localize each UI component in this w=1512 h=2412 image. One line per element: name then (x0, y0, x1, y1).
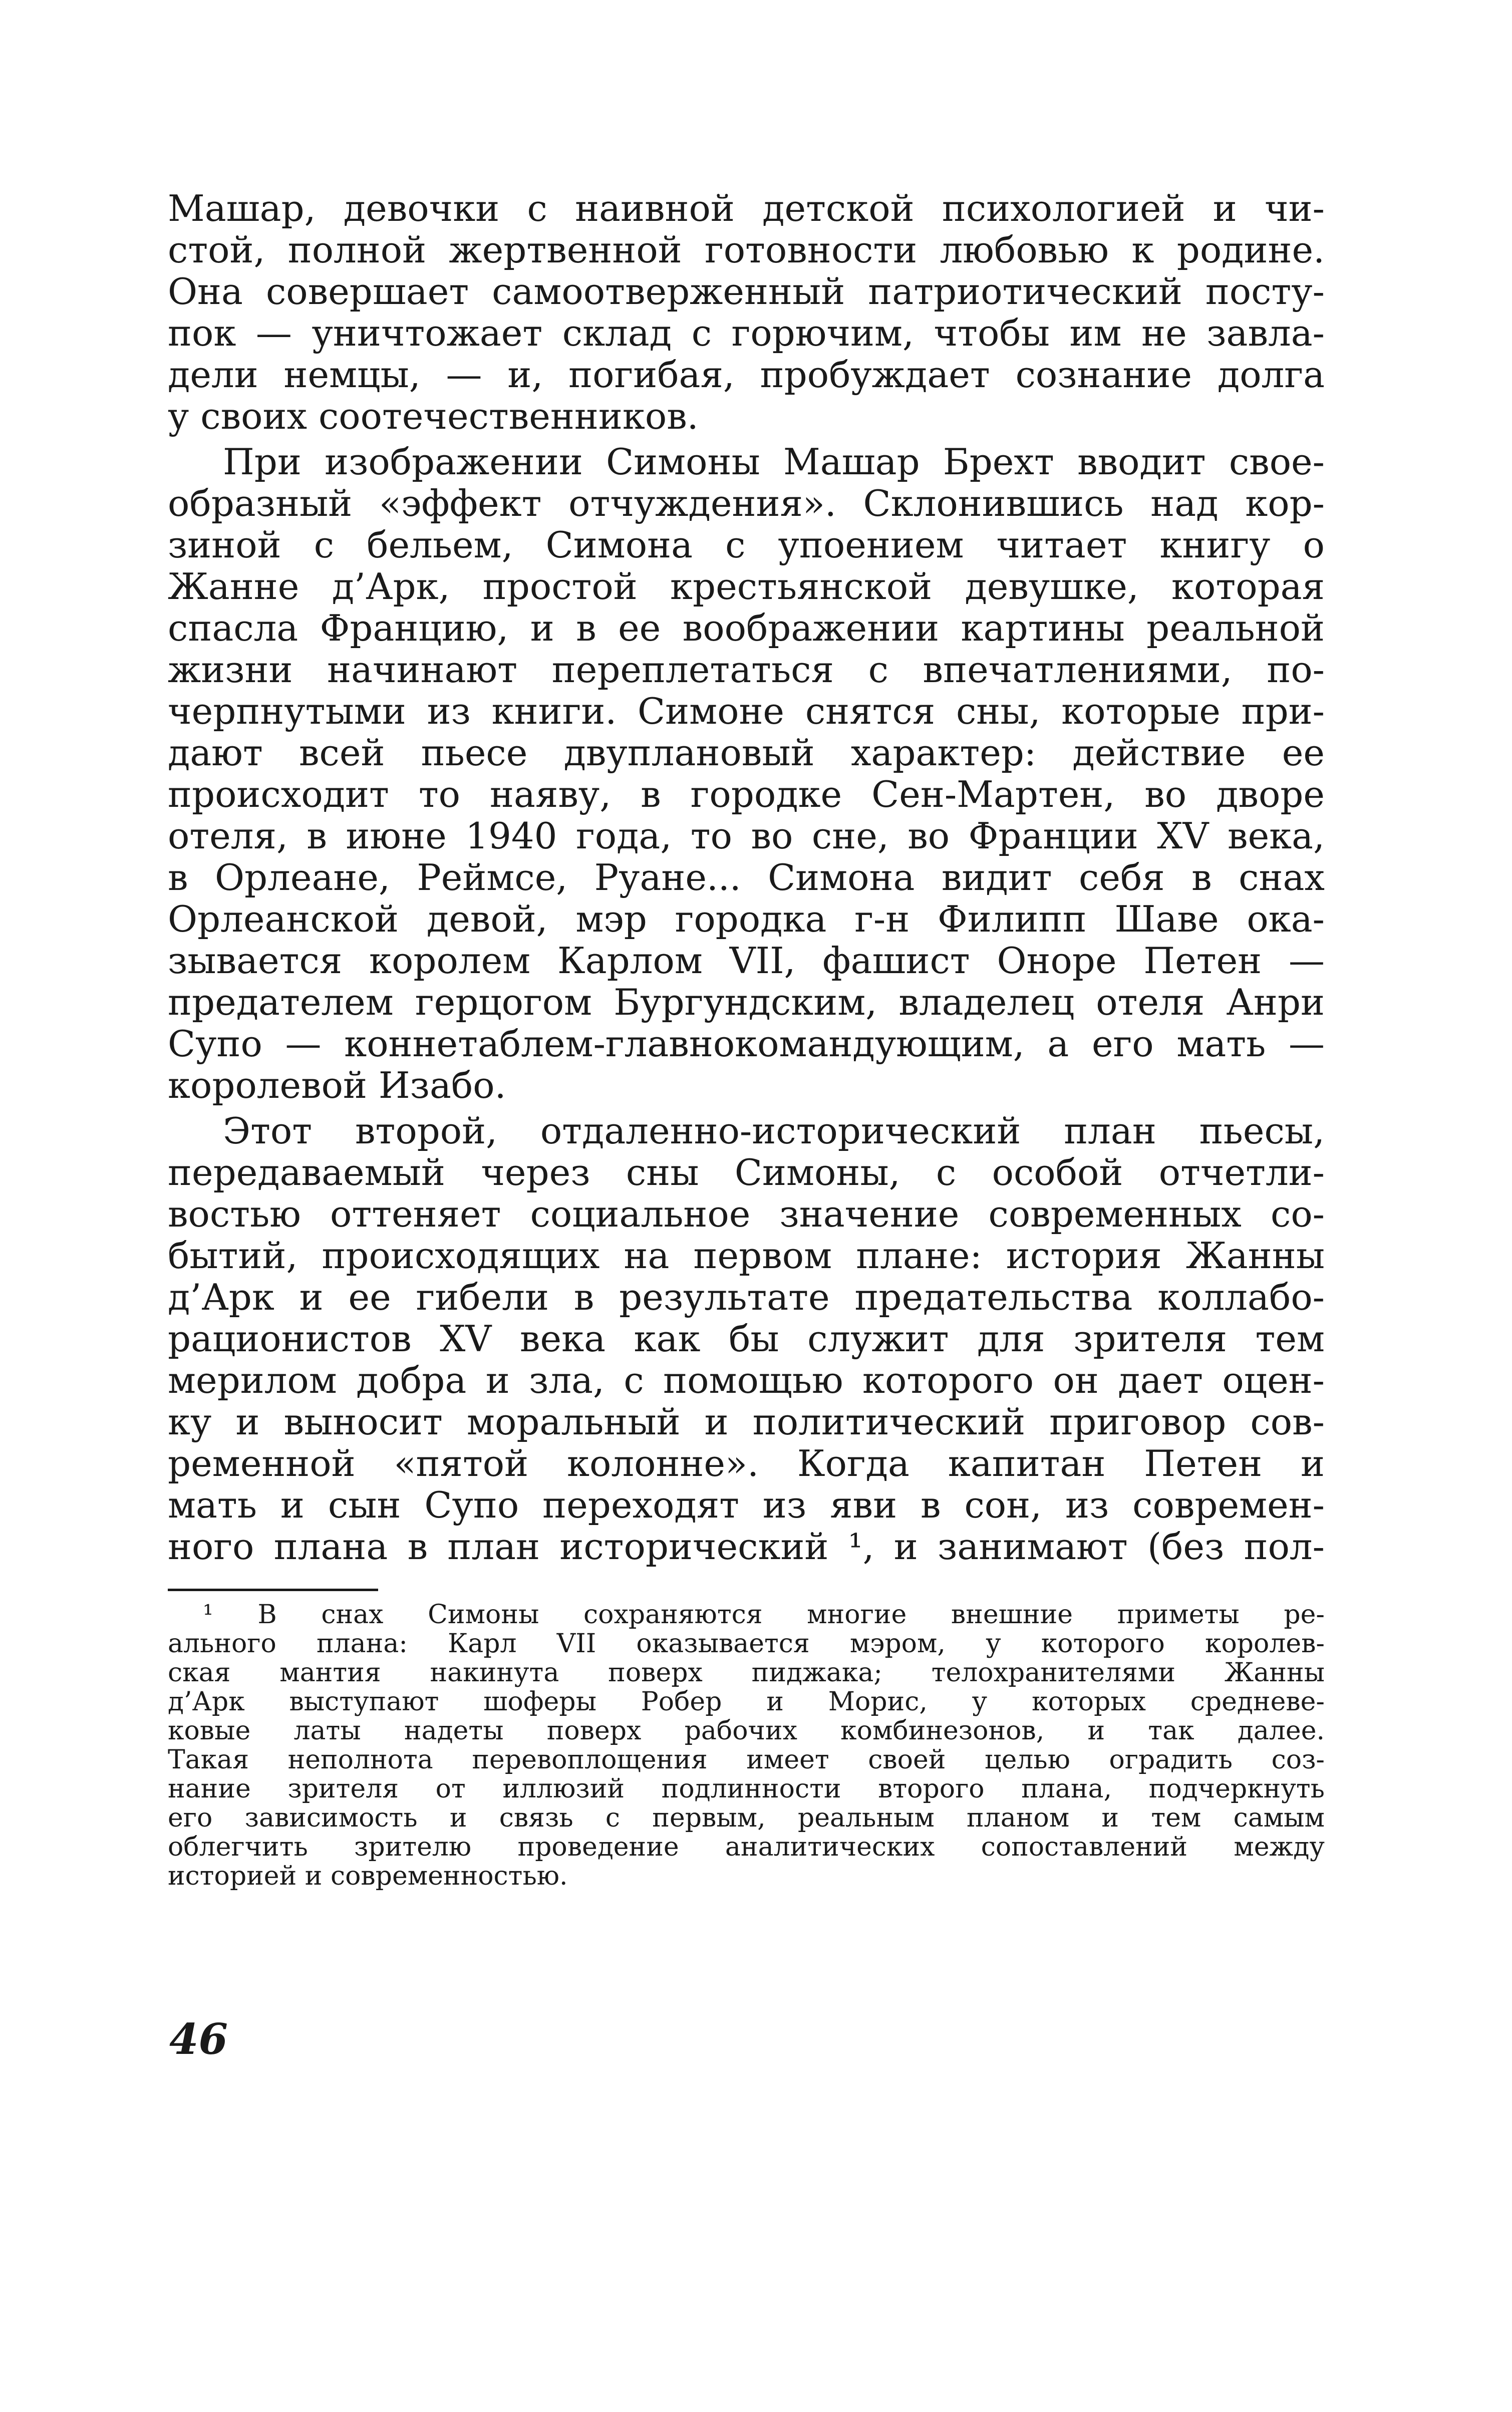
footnote-line: историей и современностью. (168, 1861, 568, 1891)
text-line: дают всей пьесе двуплановый характер: действие ее (168, 732, 1325, 774)
text-line: в Орлеане, Реймсе, Руане... Симона видит себя в снах (168, 856, 1325, 898)
footnote-divider (168, 1589, 378, 1591)
text-line: Машар, девочки с наивной детской психологией и чи- (168, 187, 1325, 229)
footnote-line: нание зрителя от иллюзий подлинности второго плана, подчеркнуть (168, 1774, 1325, 1804)
text-line: происходит то наяву, в городке Сен-Мартен, во дворе (168, 773, 1325, 815)
footnote-line: облегчить зрителю проведение аналитических сопоставлений между (168, 1832, 1325, 1862)
text-line: зывается королем Карлом VII, фашист Оноре Петен — (168, 940, 1325, 982)
text-line: пок — уничтожает склад с горючим, чтобы им не завла- (168, 312, 1325, 354)
footnote-line: ковые латы надеты поверх рабочих комбинезонов, и так далее. (168, 1716, 1325, 1746)
text-line: передаваемый через сны Симоны, с особой отчетли- (168, 1151, 1325, 1193)
text-line: стой, полной жертвенной готовности любовью к родине. (168, 229, 1325, 271)
footnote-line: д’Арк выступают шоферы Робер и Морис, у которых средневе- (168, 1687, 1325, 1717)
page-body (168, 188, 1325, 1891)
text-line: отеля, в июне 1940 года, то во сне, во Франции XV века, (168, 815, 1325, 857)
text-line: спасла Францию, и в ее воображении картины реальной (168, 607, 1325, 649)
text-line: Супо — коннетаблем-главнокомандующим, а его мать — (168, 1023, 1325, 1065)
text-line: бытий, происходящих на первом плане: история Жанны (168, 1235, 1325, 1277)
text-line: жизни начинают переплетаться с впечатлениями, по- (168, 649, 1325, 691)
footnote-line: Такая неполнота перевоплощения имеет своей целью оградить соз- (168, 1745, 1325, 1775)
text-line: образный «эффект отчуждения». Склонившись над кор- (168, 482, 1325, 524)
text-line: Она совершает самоотверженный патриотический посту- (168, 270, 1325, 313)
text-line: Орлеанской девой, мэр городка г-н Филипп Шаве ока- (168, 898, 1325, 940)
text-line: королевой Изабо. (168, 1064, 506, 1106)
footnote-line: ального плана: Карл VII оказывается мэром, у которого королев- (168, 1629, 1325, 1659)
text-line: востью оттеняет социальное значение современных со- (168, 1193, 1325, 1235)
text-line: дели немцы, — и, погибая, пробуждает сознание долга (168, 354, 1325, 396)
text-line: зиной с бельем, Симона с упоением читает книгу о (168, 524, 1325, 566)
text-line: черпнутыми из книги. Симоне снятся сны, которые при- (168, 690, 1325, 732)
footnote-line: ¹ В снах Симоны сохраняются многие внешние приметы ре- (203, 1600, 1325, 1630)
text-line: рационистов XV века как бы служит для зрителя тем (168, 1318, 1325, 1360)
text-line: ку и выносит моральный и политический приговор сов- (168, 1401, 1325, 1443)
paragraph (168, 188, 1325, 437)
text-line: При изображении Симоны Машар Брехт вводит свое- (223, 441, 1325, 483)
text-line: Жанне д’Арк, простой крестьянской девушке, которая (168, 565, 1325, 608)
footnote (168, 1600, 1325, 1891)
text-line: мать и сын Супо переходят из яви в сон, из современ- (168, 1484, 1325, 1526)
text-line: мерилом добра и зла, с помощью которого он дает оцен- (168, 1359, 1325, 1401)
paragraph (168, 441, 1325, 1106)
text-line: д’Арк и ее гибели в результате предательства коллабо- (168, 1276, 1325, 1318)
text-line: ременной «пятой колонне». Когда капитан Петен и (168, 1442, 1325, 1484)
paragraph (168, 1110, 1325, 1568)
page-number: 46 (169, 2014, 228, 2064)
text-line: Этот второй, отдаленно-исторический план пьесы, (223, 1110, 1325, 1152)
text-line: у своих соотечественников. (168, 395, 699, 437)
text-line: предателем герцогом Бургундским, владелец отеля Анри (168, 981, 1325, 1023)
footnote-line: его зависимость и связь с первым, реальным планом и тем самым (168, 1803, 1325, 1833)
text-line: ного плана в план исторический ¹, и занимают (без пол- (168, 1526, 1325, 1568)
footnote-line: ская мантия накинута поверх пиджака; телохранителями Жанны (168, 1658, 1325, 1688)
